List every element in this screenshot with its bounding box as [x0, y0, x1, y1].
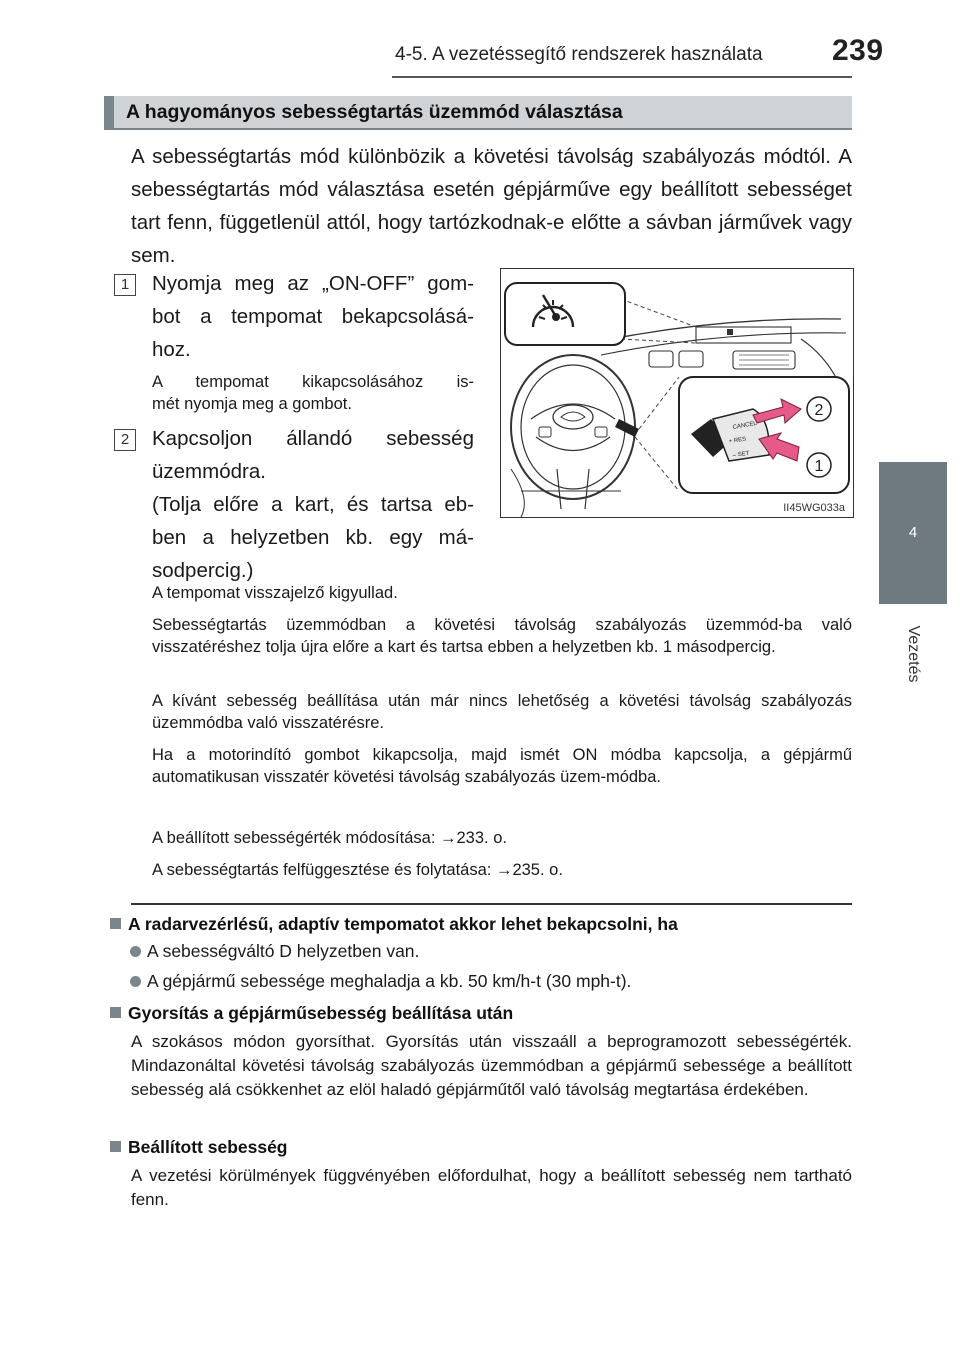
- note-engine-switch: Ha a motorindító gombot kikapcsolja, majd ismét ON módba kapcsolja, a gépjármű automatikusan visszatér követési távolság szabályozás üzem-módba.: [152, 746, 852, 786]
- info-heading-set-speed: [110, 1137, 852, 1158]
- info-set-speed-paragraph: A vezetési körülmények függvényében előfordulhat, hogy a beállított sebesség nem tartható fenn.: [131, 1166, 852, 1209]
- info-heading-acceleration: [110, 1003, 852, 1024]
- info-heading-activation-text: A radarvezérlésű, adaptív tempomatot akkor lehet bekapcsolni, ha: [128, 914, 678, 934]
- section-intro: A sebességtartás mód különbözik a követési távolság szabályozás módtól. A sebességtartás mód választása esetén gépjárműve egy beállított sebességet tart fenn, függetlenül attól, hogy tartózkodnak-e előtte a sávban járművek vagy sem.: [131, 145, 852, 267]
- bullet-gear-d-text: A sebességváltó D helyzetben van.: [147, 941, 420, 961]
- heading-square-marker: [110, 918, 121, 929]
- bullet-speed: [130, 971, 852, 992]
- note-no-return: A kívánt sebesség beállítása után már nincs lehetőség a követési távolság szabályozás üzemmódba való visszatérésre.: [152, 692, 852, 732]
- step-1-note-line-1: A tempomat kikapcsolásához is-: [152, 373, 474, 391]
- chapter-tab: 4: [879, 462, 947, 604]
- info-heading-activation: [110, 914, 852, 935]
- step-2-line-5: sodpercig.): [152, 559, 254, 582]
- info-acceleration-paragraph: A szokásos módon gyorsíthat. Gyorsítás után visszaáll a beprogramozott sebességérték. Mindazonáltal követési távolság szabályozás üzemmódban a gépjármű sebessége a beállított sebesség alá csökkenhet az elöl haladó gépjárműtől való távolság megtartása érdekében.: [131, 1032, 852, 1099]
- step-1-text: [152, 267, 474, 366]
- step-1-line-1: Nyomja meg az „ON-OFF” gom-: [152, 272, 474, 295]
- page-number: 239: [832, 34, 884, 67]
- chapter-label-text: Vezetés: [905, 625, 922, 683]
- step-1-line-2: bot a tempomat bekapcsolásá-: [152, 305, 474, 328]
- step-2-line-1: Kapcsoljon állandó sebesség: [152, 427, 474, 450]
- bullet-dot: [130, 946, 141, 957]
- section-heading-marker: [104, 96, 114, 130]
- step-2-text: [152, 422, 474, 587]
- note-indicator: A tempomat visszajelző kigyullad.: [152, 584, 398, 602]
- cruise-control-figure: [500, 268, 854, 518]
- section-heading: [104, 96, 852, 130]
- step-1-number: 1: [114, 274, 136, 296]
- lever-label-set: – SET: [732, 450, 750, 459]
- lever-label-res: + RES: [728, 436, 747, 445]
- step-1-note-line-2: mét nyomja meg a gombot.: [152, 395, 352, 413]
- step-1-note: [152, 371, 474, 415]
- figure-code: II45WG033a: [783, 502, 845, 514]
- heading-square-marker: [110, 1007, 121, 1018]
- bullet-speed-text: A gépjármű sebessége meghaladja a kb. 50 km/h-t (30 mph-t).: [147, 971, 632, 991]
- bullet-gear-d: [130, 941, 852, 962]
- chapter-label: [879, 604, 947, 704]
- note-ref-233: A beállított sebességérték módosítása: →233. o.: [152, 829, 507, 847]
- info-heading-acceleration-text: Gyorsítás a gépjárműsebesség beállítása után: [128, 1003, 514, 1023]
- step-2-line-4: ben a helyzetben kb. egy má-: [152, 526, 474, 549]
- figure-illustration: [501, 269, 853, 517]
- step-1-line-3: hoz.: [152, 338, 191, 361]
- bullet-dot: [130, 976, 141, 987]
- info-heading-set-speed-text: Beállított sebesség: [128, 1137, 288, 1157]
- step-2-number: 2: [114, 429, 136, 451]
- heading-square-marker: [110, 1141, 121, 1152]
- step-2-line-3: (Tolja előre a kart, és tartsa eb-: [152, 493, 474, 516]
- header-rule: [392, 76, 852, 78]
- note-ref-235: A sebességtartás felfüggesztése és folytatása: →235. o.: [152, 861, 563, 879]
- callout-1: 1: [814, 458, 824, 475]
- section-heading-text: A hagyományos sebességtartás üzemmód választása: [126, 101, 623, 123]
- running-header-title: 4-5. A vezetéssegítő rendszerek használata: [395, 44, 763, 65]
- section-heading-rule: [104, 128, 852, 130]
- callout-2: 2: [814, 402, 824, 419]
- lever-label-cancel: CANCEL: [732, 420, 758, 431]
- note-return-follow-mode: Sebességtartás üzemmódban a követési távolság szabályozás üzemmód-ba való visszatéréshez tolja újra előre a kart és tartsa ebben a helyzetben kb. 1 másodpercig.: [152, 616, 852, 656]
- step-2-line-2: üzemmódra.: [152, 460, 266, 483]
- divider-rule: [131, 903, 852, 905]
